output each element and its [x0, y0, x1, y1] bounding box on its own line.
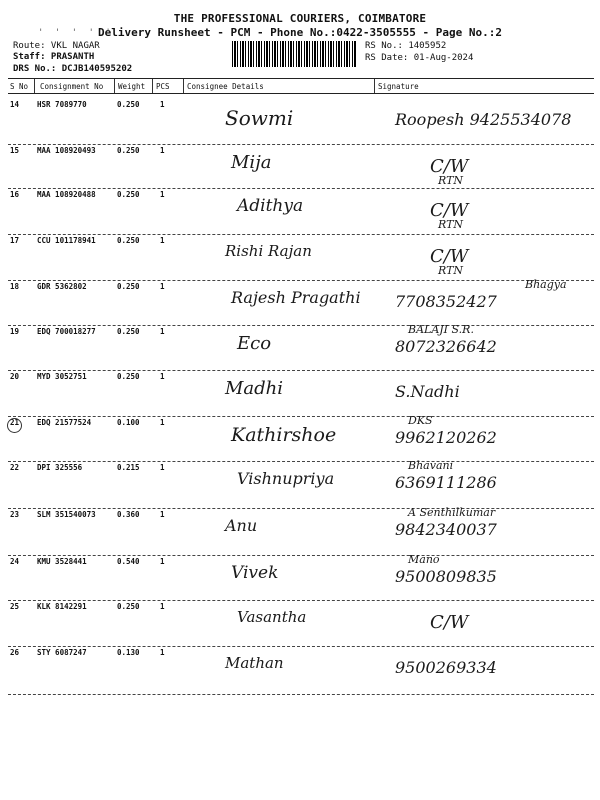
serial-number: 23 — [10, 510, 20, 519]
barcode-image — [232, 41, 357, 67]
consignment-number: CCU 101178941 — [37, 236, 96, 245]
weight-value: 0.250 — [117, 100, 140, 109]
signature-note: Bhagya — [525, 278, 567, 291]
col-divider — [374, 79, 375, 93]
consignment-number: SLM 351540073 — [37, 510, 96, 519]
row-separator — [8, 646, 594, 647]
col-pcs: PCS — [156, 82, 170, 91]
col-divider — [34, 79, 35, 93]
consignment-number: MAA 108920493 — [37, 146, 96, 155]
signature-note: RTN — [438, 218, 464, 231]
pieces-count: 1 — [160, 100, 165, 109]
pieces-count: 1 — [160, 463, 165, 472]
company-title: THE PROFESSIONAL COURIERS, COIMBATORE — [173, 12, 427, 25]
route-label: Route: VKL NAGAR — [13, 41, 100, 51]
consignee-name: Rajesh Pragathi — [231, 288, 361, 307]
row-separator — [8, 555, 594, 556]
col-consignment: Consignment No — [40, 82, 104, 91]
serial-number: 19 — [10, 327, 20, 336]
rs-date: RS Date: 01-Aug-2024 — [365, 53, 474, 63]
pieces-count: 1 — [160, 510, 165, 519]
signature-note: BALAJI S.R. — [408, 323, 474, 336]
signature-text: 9842340037 — [395, 520, 497, 539]
signature-text: Roopesh 9425534078 — [395, 110, 572, 129]
serial-number: 20 — [10, 372, 20, 381]
signature-note: DKS — [408, 414, 433, 427]
pieces-count: 1 — [160, 282, 165, 291]
consignee-name: Vasantha — [237, 608, 307, 626]
signature-text: 9500269334 — [395, 658, 497, 677]
serial-number: 21 — [10, 418, 20, 427]
consignment-number: KMU 3528441 — [37, 557, 87, 566]
weight-value: 0.250 — [117, 602, 140, 611]
col-sno: S No — [10, 82, 29, 91]
table-header-rule — [8, 93, 594, 94]
weight-value: 0.250 — [117, 190, 140, 199]
consignment-number: EDQ 700018277 — [37, 327, 96, 336]
signature-text: 9962120262 — [395, 428, 497, 447]
consignee-name: Sowmi — [225, 106, 294, 130]
serial-number: 16 — [10, 190, 20, 199]
col-divider — [114, 79, 115, 93]
consignment-number: EDQ 21577524 — [37, 418, 92, 427]
weight-value: 0.250 — [117, 236, 140, 245]
signature-note: A Senthilkumar — [408, 506, 496, 519]
signature-note: RTN — [438, 264, 464, 277]
signature-text: 6369111286 — [395, 473, 497, 492]
serial-number: 15 — [10, 146, 20, 155]
weight-value: 0.250 — [117, 372, 140, 381]
consignment-number: MYD 3052751 — [37, 372, 87, 381]
consignee-name: Rishi Rajan — [225, 242, 312, 260]
serial-number: 24 — [10, 557, 20, 566]
col-weight: Weight — [118, 82, 146, 91]
consignee-name: Adithya — [237, 196, 304, 216]
col-consignee: Consignee Details — [187, 82, 264, 91]
weight-value: 0.250 — [117, 146, 140, 155]
weight-value: 0.130 — [117, 648, 140, 657]
pieces-count: 1 — [160, 602, 165, 611]
row-separator — [8, 416, 594, 417]
signature-text: C/W — [430, 156, 469, 177]
row-separator — [8, 370, 594, 371]
pieces-count: 1 — [160, 372, 165, 381]
consignee-name: Vivek — [231, 563, 279, 583]
row-separator — [8, 144, 594, 145]
consignment-number: DPI 325556 — [37, 463, 83, 472]
serial-number: 18 — [10, 282, 20, 291]
row-separator — [8, 325, 594, 326]
pieces-count: 1 — [160, 418, 165, 427]
serial-number: 17 — [10, 236, 20, 245]
weight-value: 0.215 — [117, 463, 140, 472]
signature-note: RTN — [438, 174, 464, 187]
row-separator — [8, 188, 594, 189]
signature-note: Bhavani — [408, 459, 454, 472]
consignment-number: MAA 108920488 — [37, 190, 96, 199]
pieces-count: 1 — [160, 190, 165, 199]
signature-text: 8072326642 — [395, 337, 497, 356]
consignment-number: GDR 5362802 — [37, 282, 87, 291]
weight-value: 0.250 — [117, 282, 140, 291]
consignee-name: Madhi — [225, 378, 284, 399]
circle-mark — [7, 418, 22, 433]
weight-value: 0.100 — [117, 418, 140, 427]
col-signature: Signature — [378, 82, 419, 91]
consignment-number: HSR 7089770 — [37, 100, 87, 109]
col-divider — [152, 79, 153, 93]
signature-text: S.Nadhi — [395, 382, 460, 401]
serial-number: 14 — [10, 100, 20, 109]
signature-note: Mano — [408, 553, 440, 566]
consignee-name: Mija — [231, 152, 272, 173]
col-divider — [183, 79, 184, 93]
row-separator — [8, 234, 594, 235]
pieces-count: 1 — [160, 557, 165, 566]
signature-text: C/W — [430, 200, 469, 221]
consignment-number: KLK 8142291 — [37, 602, 87, 611]
row-separator — [8, 280, 594, 281]
faint-marks: ' ' ' ' ' — [38, 28, 114, 38]
signature-text: 7708352427 — [395, 292, 497, 311]
pieces-count: 1 — [160, 146, 165, 155]
serial-number: 22 — [10, 463, 20, 472]
drs-number: DRS No.: DCJB140595202 — [13, 64, 133, 74]
staff-label: Staff: PRASANTH — [13, 52, 95, 62]
serial-number: 26 — [10, 648, 20, 657]
weight-value: 0.540 — [117, 557, 140, 566]
row-separator — [8, 600, 594, 601]
row-separator — [8, 461, 594, 462]
consignee-name: Anu — [225, 516, 258, 535]
rs-number: RS No.: 1405952 — [365, 41, 447, 51]
serial-number: 25 — [10, 602, 20, 611]
row-separator — [8, 508, 594, 509]
runsheet-title: Delivery Runsheet - PCM - Phone No.:0422-3505555 - Page No.:2 — [98, 26, 502, 39]
signature-text: 9500809835 — [395, 567, 497, 586]
row-separator — [8, 694, 594, 695]
consignment-number: STY 6087247 — [37, 648, 87, 657]
consignee-name: Kathirshoe — [231, 424, 337, 446]
weight-value: 0.360 — [117, 510, 140, 519]
pieces-count: 1 — [160, 236, 165, 245]
consignee-name: Vishnupriya — [237, 469, 335, 488]
consignee-name: Eco — [237, 333, 272, 354]
weight-value: 0.250 — [117, 327, 140, 336]
pieces-count: 1 — [160, 327, 165, 336]
consignee-name: Mathan — [225, 654, 284, 672]
signature-text: C/W — [430, 612, 469, 633]
table-top-rule — [8, 78, 594, 79]
signature-text: C/W — [430, 246, 469, 267]
pieces-count: 1 — [160, 648, 165, 657]
